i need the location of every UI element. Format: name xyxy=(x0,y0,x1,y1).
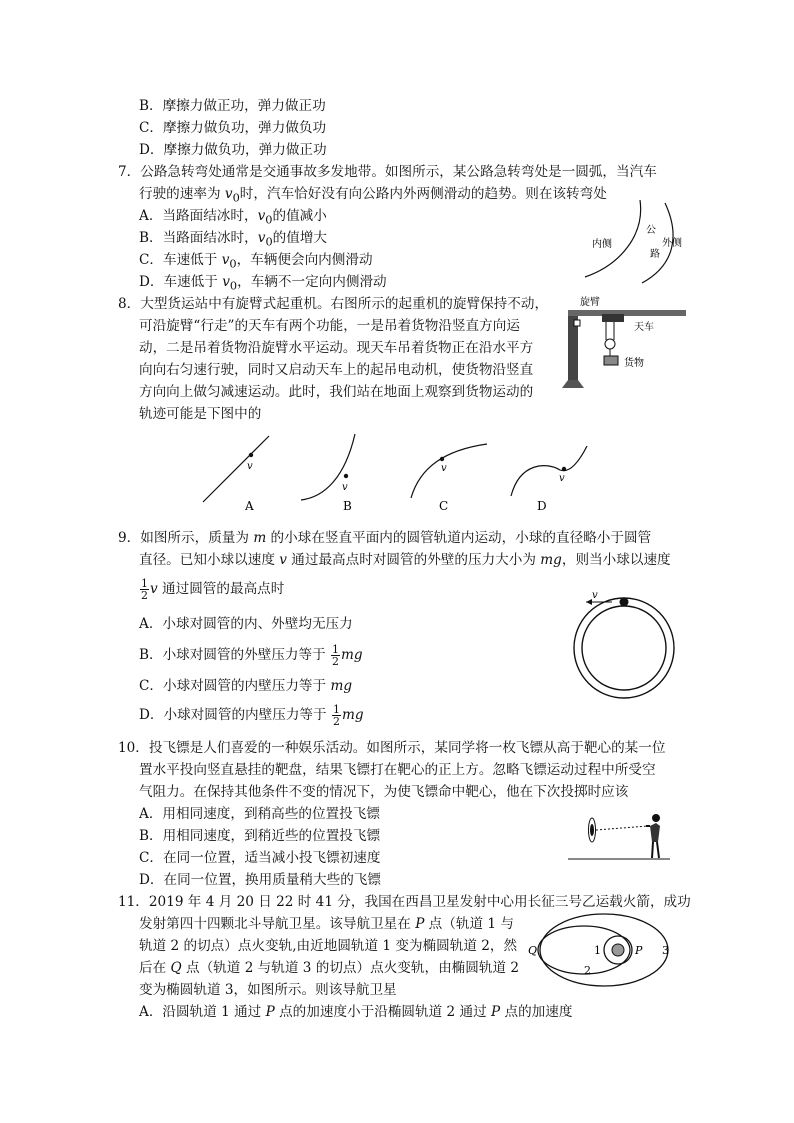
q11-line2 xyxy=(139,914,514,934)
option-text: 点的加速度 xyxy=(500,1004,573,1020)
q7-option-b xyxy=(139,228,327,252)
road-label-1: 公 xyxy=(646,225,656,236)
q6-option-c: C．摩擦力做负功，弹力做负功 xyxy=(139,120,327,136)
thrower-body xyxy=(650,823,660,842)
option-text: A．当路面结冰时， xyxy=(139,208,258,224)
option-text: D．小球对圆管的内壁压力等于 xyxy=(139,707,331,723)
q9-text: 直径。已知小球以速度 xyxy=(139,552,280,568)
trajectory-a xyxy=(203,436,269,502)
p-symbol: P xyxy=(415,916,425,932)
q9-text: 9．如图所示，质量为 xyxy=(118,530,254,546)
outer-label: 外侧 xyxy=(662,238,682,249)
q8-line5: 方向向上做匀减速运动。此时，我们站在地面上观察到货物运动的 xyxy=(139,384,534,400)
q8-line4: 向向右匀速行驶，同时又启动天车上的起吊电动机，使货物沿竖直 xyxy=(139,362,534,378)
dartboard-center xyxy=(590,824,594,836)
v0-symbol: v xyxy=(221,252,230,268)
dart-diagram xyxy=(566,808,676,864)
q7-stem-line1: 7．公路急转弯处通常是交通事故多发地带。如图所示，某公路急转弯处是一圆弧，当汽车 xyxy=(118,164,657,180)
q11-line3: 轨道 2 的切点）点火变轨,由近地圆轨道 1 变为椭圆轨道 2，然 xyxy=(139,938,518,954)
q9-option-c xyxy=(139,676,352,696)
option-text: 点的加速度小于沿椭圆轨道 2 通过 xyxy=(274,1004,491,1020)
q9-line2 xyxy=(139,550,671,570)
fraction-half xyxy=(140,578,149,601)
tube-outer-wall xyxy=(574,598,674,698)
mg-symbol: mg xyxy=(330,678,353,694)
q-point-label: Q xyxy=(528,944,538,957)
option-b-label: B xyxy=(343,499,352,513)
q6-option-d: D．摩擦力做负功，弹力做正功 xyxy=(139,142,327,158)
denominator: 2 xyxy=(332,715,340,728)
q7-text: 时，汽车恰好没有向公路内外两侧滑动的趋势。则在该转弯处 xyxy=(239,186,607,202)
option-text: B．小球对圆管的外壁压力等于 xyxy=(139,647,331,663)
trajectory-c xyxy=(411,444,487,498)
ball xyxy=(620,598,629,607)
option-text: ，车辆不一定向内侧滑动 xyxy=(237,274,387,290)
q7-stem-line2 xyxy=(139,184,607,208)
q7-option-d xyxy=(139,272,387,296)
v0-symbol: v xyxy=(222,274,230,290)
pulley xyxy=(605,339,615,349)
q11-option-a xyxy=(139,1002,572,1022)
v0-symbol: v xyxy=(257,208,266,224)
trolley-label: 天车 xyxy=(634,322,654,333)
arm-label: 旋臂 xyxy=(580,297,600,308)
q9-text: 的小球在竖直平面内的圆管轨道内运动，小球的直径略小于圆管 xyxy=(266,530,652,546)
v0-sub: 0 xyxy=(232,190,240,205)
v0-sub: 0 xyxy=(265,234,273,249)
q9-line3 xyxy=(139,578,284,601)
crane-arm xyxy=(568,310,686,316)
numerator: 1 xyxy=(332,703,340,716)
thrower-leg-left xyxy=(652,842,653,858)
option-text: C．小球对圆管的内壁压力等于 xyxy=(139,678,331,694)
q10-option-b: B．用相同速度，到稍近些的位置投飞镖 xyxy=(139,828,381,844)
p-point-label: P xyxy=(635,944,643,957)
fraction-half xyxy=(332,704,341,727)
option-c-label: C xyxy=(439,499,449,513)
q9-option-d xyxy=(139,704,364,727)
option-text: C．车速低于 xyxy=(139,252,222,268)
p-symbol: P xyxy=(265,1004,275,1020)
fraction-half xyxy=(331,644,340,667)
q10-line1: 10．投飞镖是人们喜爱的一种娱乐活动。如图所示，某同学将一枚飞镖从高于靶心的某一位 xyxy=(118,740,666,756)
inner-label: 内侧 xyxy=(592,239,612,250)
denominator: 2 xyxy=(141,589,148,602)
q9-text: 通过最高点时对圆管的外壁的压力大小为 xyxy=(286,552,541,568)
q7-text: 行驶的速率为 xyxy=(139,186,225,202)
crane-joint xyxy=(574,320,580,326)
q11-line4 xyxy=(139,958,519,978)
v0-symbol: v xyxy=(224,186,233,202)
point-b xyxy=(344,474,348,478)
q7-option-a xyxy=(139,206,327,230)
tube-inner-wall xyxy=(582,606,666,690)
orbit-1-label: 1 xyxy=(594,944,601,957)
q9-line1 xyxy=(118,528,651,548)
q10-line2: 置水平投向竖直悬挂的靶盘，结果飞镖打在靶心的正上方。忽略飞镖运动过程中所受空 xyxy=(139,762,656,778)
trajectory-d xyxy=(511,446,587,496)
v-label-b: v xyxy=(342,482,348,493)
mg-symbol: mg xyxy=(341,647,363,663)
q7-option-c xyxy=(139,250,373,274)
q10-option-a: A．用相同速度，到稍高些的位置投飞镖 xyxy=(139,806,380,822)
orbit-diagram xyxy=(522,912,692,992)
option-d-label: D xyxy=(537,499,547,513)
mg-symbol: mg xyxy=(341,707,364,723)
velocity-symbol: v xyxy=(279,552,287,568)
earth xyxy=(612,944,624,956)
option-text: 的值减小 xyxy=(272,208,327,224)
q8-line3: 动，二是吊着货物沿旋臂水平运动。现天车吊着货物正在沿水平方 xyxy=(139,340,534,356)
v-label-c: v xyxy=(441,463,447,474)
orbit-2-label: 2 xyxy=(584,964,591,977)
numerator: 1 xyxy=(141,577,148,590)
circular-tube-diagram xyxy=(572,590,682,700)
q9-text: 通过圆管的最高点时 xyxy=(157,581,285,597)
q8-line1: 8．大型货运站中有旋臂式起重机。右图所示的起重机的旋臂保持不动， xyxy=(118,296,549,312)
v-label: v xyxy=(592,590,598,601)
v-label-d: v xyxy=(559,473,565,484)
crane-base xyxy=(562,380,584,388)
q11-text: 点（轨道 1 与 xyxy=(424,916,514,932)
point-c xyxy=(440,457,444,461)
v0-symbol: v xyxy=(257,230,266,246)
option-text: D．车速低于 xyxy=(139,274,223,290)
q8-line2: 可沿旋臂“行走”的天车有两个功能，一是吊着货物沿竖直方向运 xyxy=(139,318,520,334)
q11-text: 点（轨道 2 与轨道 3 的切点）点火变轨，由椭圆轨道 2 xyxy=(181,960,520,976)
q7-road-diagram xyxy=(580,195,690,285)
q9-text: ，则当小球以速度 xyxy=(561,552,671,568)
thrower-leg-right xyxy=(657,842,659,858)
cargo-box xyxy=(604,356,618,365)
trajectory-options xyxy=(195,432,595,514)
mg-symbol: mg xyxy=(540,552,562,568)
dart-path xyxy=(596,826,648,830)
denominator: 2 xyxy=(332,655,340,668)
q11-text: 发射第四十四颗北斗导航卫星。该导航卫星在 xyxy=(139,916,416,932)
v-label-a: v xyxy=(247,461,253,472)
road-label-2: 路 xyxy=(650,249,660,260)
trolley xyxy=(602,314,624,322)
q10-option-c: C．在同一位置，适当减小投飞镖初速度 xyxy=(139,850,381,866)
option-text: ，车辆便会向内侧滑动 xyxy=(236,252,373,268)
numerator: 1 xyxy=(332,643,340,656)
p-symbol: P xyxy=(491,1004,501,1020)
q9-option-b xyxy=(139,644,363,667)
q11-text: 后在 xyxy=(139,960,171,976)
q9-option-a: A．小球对圆管的内、外壁均无压力 xyxy=(139,616,353,632)
q8-line6: 轨迹可能是下图中的 xyxy=(139,406,262,422)
q10-line3: 气阻力。在保持其他条件不变的情况下，为使飞镖命中靶心，他在下次投掷时应该 xyxy=(139,784,629,800)
velocity-symbol: v xyxy=(150,581,158,597)
point-d xyxy=(562,467,566,471)
option-text: 的值增大 xyxy=(272,230,328,246)
option-a-label: A xyxy=(245,499,254,513)
v0-sub: 0 xyxy=(265,212,273,227)
q11-line5: 变为椭圆轨道 3，如图所示。则该导航卫星 xyxy=(139,982,397,998)
orbit-3-label: 3 xyxy=(662,944,669,957)
thrower-head xyxy=(652,814,660,822)
q11-line1: 11．2019 年 4 月 20 日 22 时 41 分，我国在西昌卫星发射中心用长征三号乙运载火箭，成功 xyxy=(118,894,691,910)
q10-option-d: D．在同一位置，换用质量稍大些的飞镖 xyxy=(139,872,381,888)
q6-option-b: B．摩擦力做正功，弹力做正功 xyxy=(139,98,326,114)
v0-sub: 0 xyxy=(229,278,238,293)
mass-symbol: m xyxy=(253,530,267,546)
v0-sub: 0 xyxy=(229,256,237,271)
cargo-label: 货物 xyxy=(624,358,644,369)
option-text: B．当路面结冰时， xyxy=(139,230,258,246)
crane-diagram xyxy=(560,292,690,392)
option-text: A．沿圆轨道 1 通过 xyxy=(139,1004,266,1020)
point-a xyxy=(249,453,253,457)
q-symbol: Q xyxy=(170,960,182,976)
